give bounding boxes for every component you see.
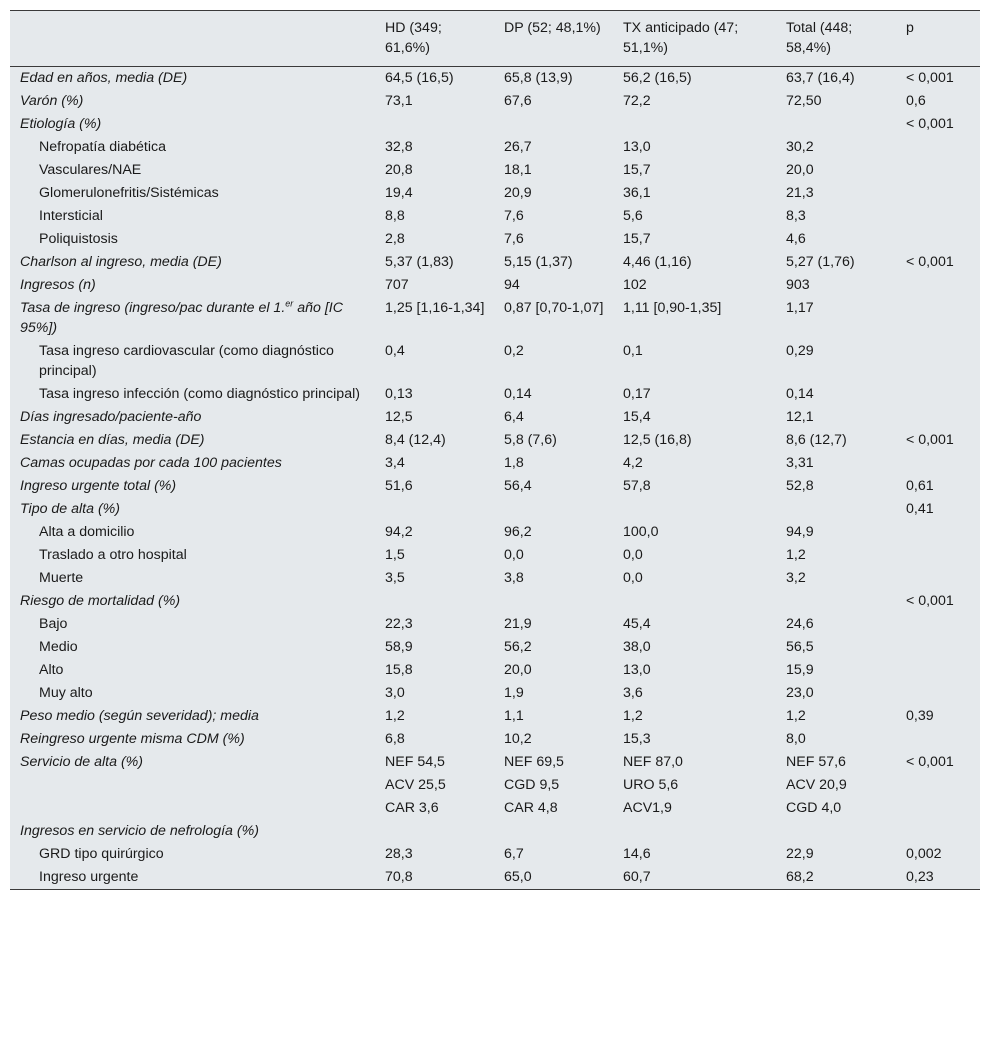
cell-tx: 15,7 (623, 230, 651, 247)
cell-tx (613, 820, 776, 843)
cell-hd: 8,4 (12,4) (385, 431, 446, 448)
cell-dp: 0,14 (504, 385, 532, 402)
cell-tx: 56,2 (16,5) (623, 69, 692, 86)
cell-p: < 0,001 (906, 253, 954, 270)
cell-total: ACV 20,9 (786, 776, 847, 793)
cell-dp: 0,2 (504, 342, 524, 359)
table-row (10, 705, 980, 728)
cell-dp: 3,8 (504, 569, 524, 586)
cell-hd: 8,8 (385, 207, 405, 224)
cell-total: 1,2 (786, 546, 806, 563)
cell-dp: 1,8 (504, 454, 524, 471)
cell-dp: 6,4 (504, 408, 524, 425)
cell-tx: 15,4 (623, 408, 651, 425)
cell-dp: 18,1 (504, 161, 532, 178)
cell-total: 3,2 (786, 569, 806, 586)
cell-total: 94,9 (786, 523, 814, 540)
cell-tx: 57,8 (623, 477, 651, 494)
cell-p (896, 452, 980, 475)
table-row (10, 728, 980, 751)
table-row (10, 797, 980, 820)
cell-dp (494, 498, 613, 521)
table-row (10, 251, 980, 274)
table-row (10, 774, 980, 797)
cell-total (776, 113, 896, 136)
header-cell-total: Total (448; 58,4%) (776, 11, 896, 66)
cell-tx: 102 (623, 276, 647, 293)
cell-p (896, 567, 980, 590)
header-cell-hd: HD (349; 61,6%) (375, 11, 494, 66)
cell-dp: 96,2 (504, 523, 532, 540)
cell-hd: 5,37 (1,83) (385, 253, 454, 270)
cell-p (896, 521, 980, 544)
cell-p: < 0,001 (906, 69, 954, 86)
cell-tx: 36,1 (623, 184, 651, 201)
row-label: Muy alto (39, 684, 93, 701)
cell-p (896, 274, 980, 297)
cell-p: 0,6 (906, 92, 926, 109)
cell-p (896, 613, 980, 636)
cell-hd: 32,8 (385, 138, 413, 155)
cell-p (896, 797, 980, 820)
cell-p (896, 340, 980, 383)
table-row (10, 429, 980, 452)
table-row (10, 544, 980, 567)
cell-dp: 0,87 [0,70-1,07] (504, 299, 604, 316)
cell-tx: 100,0 (623, 523, 659, 540)
cell-hd: 73,1 (385, 92, 413, 109)
cell-hd: NEF 54,5 (385, 753, 445, 770)
cell-tx: 72,2 (623, 92, 651, 109)
table-row (10, 340, 980, 383)
cell-hd: CAR 3,6 (385, 799, 439, 816)
cell-dp: CGD 9,5 (504, 776, 560, 793)
cell-dp: 56,2 (504, 638, 532, 655)
cell-dp: CAR 4,8 (504, 799, 558, 816)
cell-dp: 65,0 (504, 868, 532, 885)
cell-dp: 7,6 (504, 207, 524, 224)
header-row (10, 11, 980, 66)
cell-total: 8,3 (786, 207, 806, 224)
cell-dp: 5,15 (1,37) (504, 253, 573, 270)
table-row (10, 682, 980, 705)
cell-tx: NEF 87,0 (623, 753, 683, 770)
cell-dp: 67,6 (504, 92, 532, 109)
table-row (10, 498, 980, 521)
row-label: Edad en años, media (DE) (20, 69, 188, 86)
cell-hd (375, 820, 494, 843)
row-label: Alto (39, 661, 64, 678)
cell-hd: 1,2 (385, 707, 405, 724)
cell-total: 68,2 (786, 868, 814, 885)
row-label: Varón (%) (20, 92, 84, 109)
cell-tx: 15,7 (623, 161, 651, 178)
row-label: Estancia en días, media (DE) (20, 431, 205, 448)
cell-p: 0,41 (906, 500, 934, 517)
cell-hd: 19,4 (385, 184, 413, 201)
table-row (10, 228, 980, 251)
cell-p: < 0,001 (906, 431, 954, 448)
cell-tx (613, 590, 776, 613)
row-label: Riesgo de mortalidad (%) (20, 592, 181, 609)
row-label: Alta a domicilio (39, 523, 135, 540)
cell-total: 8,0 (786, 730, 806, 747)
row-label: Tipo de alta (%) (20, 500, 121, 517)
row-label: Ingresos en servicio de nefrología (%) (20, 822, 259, 839)
row-label: Tasa ingreso infección (como diagnóstico principal) (39, 385, 360, 402)
table-row (10, 159, 980, 182)
row-label (10, 774, 375, 797)
cell-hd: 20,8 (385, 161, 413, 178)
cell-p (896, 159, 980, 182)
cell-dp: 10,2 (504, 730, 532, 747)
cell-p (896, 774, 980, 797)
cell-hd: 1,5 (385, 546, 405, 563)
cell-hd: 3,5 (385, 569, 405, 586)
cell-p: 0,002 (906, 845, 942, 862)
table-row (10, 297, 980, 340)
header-cell-tx: TX anticipado (47; 51,1%) (613, 11, 776, 66)
cell-total: 8,6 (12,7) (786, 431, 847, 448)
row-label: Medio (39, 638, 78, 655)
cell-tx: ACV1,9 (623, 799, 672, 816)
cell-tx: URO 5,6 (623, 776, 679, 793)
cell-total: 1,2 (786, 707, 806, 724)
cell-total: 63,7 (16,4) (786, 69, 855, 86)
cell-total: 5,27 (1,76) (786, 253, 855, 270)
cell-hd: 0,4 (385, 342, 405, 359)
cell-total: 3,31 (786, 454, 814, 471)
cell-total: 72,50 (786, 92, 822, 109)
cell-hd: 22,3 (385, 615, 413, 632)
table-row (10, 475, 980, 498)
cell-p: < 0,001 (906, 753, 954, 770)
row-label: Traslado a otro hospital (39, 546, 187, 563)
cell-tx: 14,6 (623, 845, 651, 862)
cell-p (896, 636, 980, 659)
row-label: Servicio de alta (%) (20, 753, 144, 770)
cell-tx: 4,46 (1,16) (623, 253, 692, 270)
cell-hd: 64,5 (16,5) (385, 69, 454, 86)
row-label: Glomerulonefritis/Sistémicas (39, 184, 219, 201)
cell-p (896, 659, 980, 682)
cell-p (896, 820, 980, 843)
cell-dp: 5,8 (7,6) (504, 431, 557, 448)
row-label: Días ingresado/paciente-año (20, 408, 202, 425)
row-label: Ingreso urgente (39, 868, 139, 885)
row-label: Camas ocupadas por cada 100 pacientes (20, 454, 282, 471)
cell-p (896, 682, 980, 705)
cell-hd (375, 113, 494, 136)
cell-hd: 28,3 (385, 845, 413, 862)
cell-total (776, 498, 896, 521)
cell-p: < 0,001 (906, 115, 954, 132)
table-row (10, 567, 980, 590)
cell-dp: 20,9 (504, 184, 532, 201)
cell-dp: 6,7 (504, 845, 524, 862)
cell-tx: 12,5 (16,8) (623, 431, 692, 448)
row-label: Tasa de ingreso (ingreso/pac durante el 1.$^{er}$ año [IC 95%]) (20, 297, 343, 336)
header-cell-p: p (896, 11, 980, 66)
cell-p: < 0,001 (906, 592, 954, 609)
cell-p: 0,23 (906, 868, 934, 885)
table-row (10, 636, 980, 659)
cell-p (896, 728, 980, 751)
cell-total: 1,17 (786, 299, 814, 316)
table-row (10, 843, 980, 866)
cell-hd: 1,25 [1,16-1,34] (385, 299, 485, 316)
row-label: Ingresos (n) (20, 276, 96, 293)
cell-tx: 3,6 (623, 684, 643, 701)
row-label (10, 797, 375, 820)
row-label: Etiología (%) (20, 115, 102, 132)
cell-dp: 1,9 (504, 684, 524, 701)
cell-p (896, 297, 980, 340)
row-label: Poliquistosis (39, 230, 118, 247)
cell-tx: 1,11 [0,90-1,35] (623, 299, 722, 316)
cell-total: 21,3 (786, 184, 814, 201)
cell-tx: 13,0 (623, 661, 651, 678)
row-label: Nefropatía diabética (39, 138, 166, 155)
cell-total: 0,14 (786, 385, 814, 402)
cell-tx: 15,3 (623, 730, 651, 747)
cell-dp: 65,8 (13,9) (504, 69, 573, 86)
header-cell-dp: DP (52; 48,1%) (494, 11, 613, 66)
cell-dp: 7,6 (504, 230, 524, 247)
cell-p (896, 182, 980, 205)
cell-total: 24,6 (786, 615, 814, 632)
cell-hd: 70,8 (385, 868, 413, 885)
cell-total: 15,9 (786, 661, 814, 678)
cell-total: 22,9 (786, 845, 814, 862)
header-cell-label (10, 11, 375, 66)
cell-hd: 0,13 (385, 385, 413, 402)
row-label: GRD tipo quirúrgico (39, 845, 164, 862)
cell-dp: 26,7 (504, 138, 532, 155)
table-row (10, 452, 980, 475)
cell-dp: 21,9 (504, 615, 532, 632)
cell-hd: 15,8 (385, 661, 413, 678)
cell-tx: 0,0 (623, 569, 643, 586)
cell-tx: 0,0 (623, 546, 643, 563)
cell-hd: 58,9 (385, 638, 413, 655)
cell-p (896, 136, 980, 159)
cell-hd (375, 498, 494, 521)
cell-tx: 0,1 (623, 342, 643, 359)
table-row (10, 113, 980, 136)
cell-tx (613, 498, 776, 521)
row-label: Charlson al ingreso, media (DE) (20, 253, 222, 270)
cell-p: 0,39 (906, 707, 934, 724)
cell-total (776, 820, 896, 843)
cell-dp: 0,0 (504, 546, 524, 563)
row-label: Tasa ingreso cardiovascular (como diagnóstico principal) (39, 342, 334, 379)
cell-hd: 707 (385, 276, 409, 293)
cell-tx: 13,0 (623, 138, 651, 155)
cell-dp: 56,4 (504, 477, 532, 494)
cell-tx (613, 113, 776, 136)
cell-total: 12,1 (786, 408, 814, 425)
cell-hd: 94,2 (385, 523, 413, 540)
table-row (10, 406, 980, 429)
cell-hd: 6,8 (385, 730, 405, 747)
cell-total: NEF 57,6 (786, 753, 846, 770)
row-label: Bajo (39, 615, 68, 632)
cell-p (896, 383, 980, 406)
cell-hd (375, 590, 494, 613)
table-row (10, 659, 980, 682)
table-row (10, 613, 980, 636)
cell-total: 903 (786, 276, 810, 293)
row-label: Reingreso urgente misma CDM (%) (20, 730, 245, 747)
cell-tx: 0,17 (623, 385, 651, 402)
cell-tx: 1,2 (623, 707, 643, 724)
cell-dp (494, 113, 613, 136)
cell-tx: 5,6 (623, 207, 643, 224)
cell-total: 56,5 (786, 638, 814, 655)
table-row (10, 136, 980, 159)
row-label: Vasculares/NAE (39, 161, 142, 178)
cell-dp (494, 590, 613, 613)
table-row (10, 383, 980, 406)
cell-dp: 20,0 (504, 661, 532, 678)
cell-tx: 60,7 (623, 868, 651, 885)
table-row (10, 274, 980, 297)
cell-tx: 4,2 (623, 454, 643, 471)
table-row (10, 590, 980, 613)
cell-p: 0,61 (906, 477, 934, 494)
cell-hd: 12,5 (385, 408, 413, 425)
row-label: Intersticial (39, 207, 103, 224)
row-label: Peso medio (según severidad); media (20, 707, 259, 724)
row-label: Ingreso urgente total (%) (20, 477, 177, 494)
cell-hd: 3,0 (385, 684, 405, 701)
cell-tx: 38,0 (623, 638, 651, 655)
cell-p (896, 228, 980, 251)
cell-tx: 45,4 (623, 615, 651, 632)
cell-total: 0,29 (786, 342, 814, 359)
table-row (10, 866, 980, 889)
table-row (10, 820, 980, 843)
cell-total: 4,6 (786, 230, 806, 247)
table-row (10, 205, 980, 228)
superscript: er (285, 297, 294, 308)
cell-hd: 51,6 (385, 477, 413, 494)
cell-dp: NEF 69,5 (504, 753, 564, 770)
cell-total: 52,8 (786, 477, 814, 494)
cell-total: 20,0 (786, 161, 814, 178)
cell-p (896, 205, 980, 228)
data-table (10, 11, 980, 889)
table-row (10, 182, 980, 205)
cell-dp: 94 (504, 276, 520, 293)
cell-hd: 3,4 (385, 454, 405, 471)
table-row (10, 66, 980, 90)
row-label: Muerte (39, 569, 84, 586)
cell-p (896, 544, 980, 567)
cell-total: 23,0 (786, 684, 814, 701)
cell-dp (494, 820, 613, 843)
cell-total (776, 590, 896, 613)
cell-dp: 1,1 (504, 707, 524, 724)
cell-total: CGD 4,0 (786, 799, 842, 816)
table-row (10, 90, 980, 113)
cell-total: 30,2 (786, 138, 814, 155)
cell-hd: 2,8 (385, 230, 405, 247)
table-row (10, 521, 980, 544)
cell-p (896, 406, 980, 429)
cell-hd: ACV 25,5 (385, 776, 446, 793)
data-table-container (10, 10, 980, 890)
table-row (10, 751, 980, 774)
